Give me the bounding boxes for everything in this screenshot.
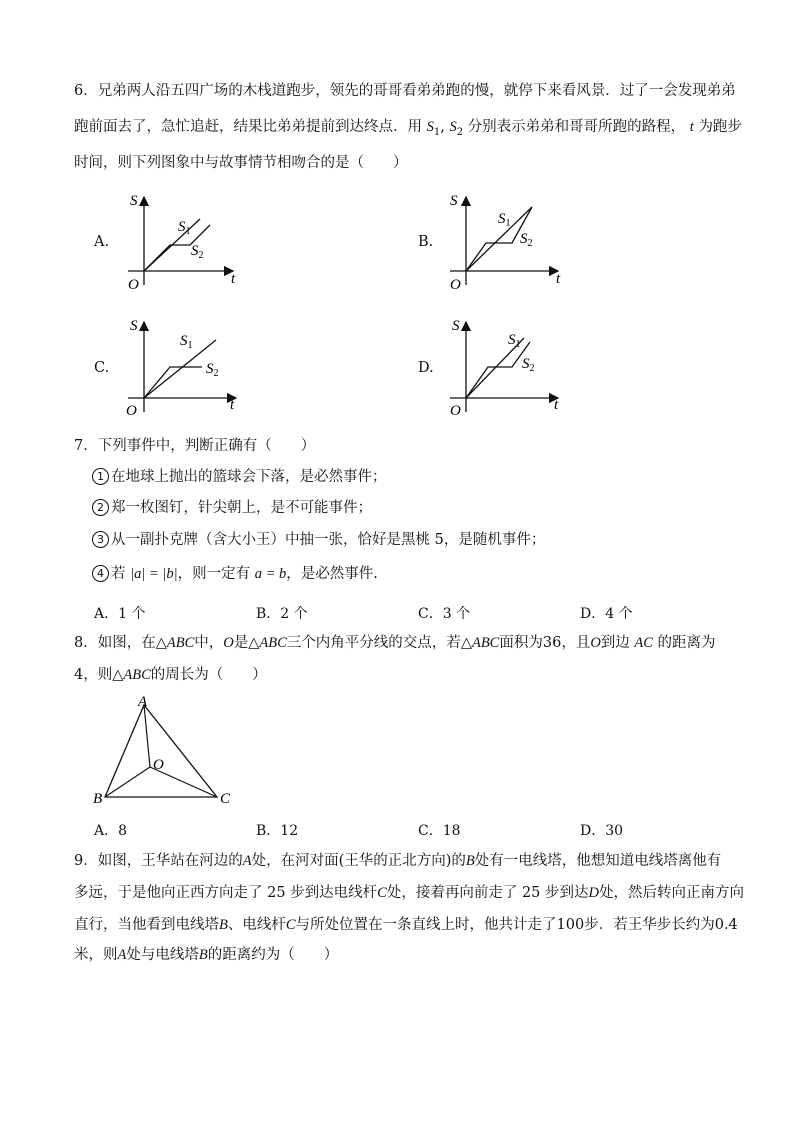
s1-label: $S_1$ — [180, 333, 193, 351]
triangle-abc — [105, 705, 217, 797]
q8-choice-c[interactable]: C．18 — [418, 823, 461, 839]
q6-option-d[interactable]: D. — [418, 360, 434, 376]
vertex-b-label: B — [93, 791, 103, 807]
q6-graph-d — [440, 312, 575, 422]
q7-choice-d[interactable]: D．4 个 — [580, 606, 633, 622]
axis-y-label: S — [130, 193, 138, 209]
origin-label: O — [450, 403, 461, 419]
q8-line-1: 8．如图，在△ABC中，O是△ABC三个内角平分线的交点，若△ABC面积为36，且O到边 AC 的距离为 — [74, 635, 716, 651]
axis-y-label: S — [130, 318, 138, 334]
bisector-a — [144, 705, 150, 767]
q9-line-4: 米，则A处与电线塔B的距离约为（ ） — [74, 947, 339, 963]
q9-line-2: 多远，于是他向正西方向走了 25 步到达电线杆C处，接着再向前走了 25 步到达D处，然后转向正南方向 — [74, 885, 744, 901]
axis-x-label: t — [231, 271, 236, 287]
q8-line-2: 4，则△ABC的周长为（ ） — [74, 667, 267, 683]
s2-line — [466, 342, 530, 398]
s2-label: $S_2$ — [522, 356, 535, 374]
axis-y-label: S — [452, 318, 460, 334]
point-o-label: O — [153, 757, 164, 773]
axis-x-label: t — [556, 271, 561, 287]
s2-line — [144, 225, 210, 271]
origin-label: O — [126, 403, 137, 419]
q7-stem: 7．下列事件中，判断正确有（ ） — [74, 438, 316, 454]
q9-line-3: 直行，当他看到电线塔B、电线杆C与所处位置在一条直线上时，他共计走了100步．若王华步长约为0.4 — [74, 917, 738, 933]
q9-line-1: 9．如图，王华站在河边的A处，在河对面(王华的正北方向)的B处有一电线塔，他想知道电线塔离他有 — [74, 853, 722, 869]
q6-line-3: 时间，则下列图象中与故事情节相吻合的是（ ） — [74, 155, 408, 171]
q7-choice-a[interactable]: A．1 个 — [94, 606, 146, 622]
origin-label: O — [450, 277, 461, 293]
q6-graph-b — [440, 185, 575, 295]
s1-label: $S_1$ — [508, 332, 521, 350]
q8-choice-b[interactable]: B．12 — [256, 823, 299, 839]
q6-line-1: 6．兄弟两人沿五四广场的木栈道跑步，领先的哥哥看弟弟跑的慢，就停下来看风景．过了一会发现弟弟 — [74, 83, 736, 99]
q8-choice-a[interactable]: A．8 — [94, 823, 128, 839]
q6-graph-c — [118, 312, 253, 422]
axis-y-label: S — [450, 193, 458, 209]
q8-triangle-figure — [88, 693, 248, 813]
origin-label: O — [128, 277, 139, 293]
q6-option-c[interactable]: C. — [94, 360, 110, 376]
s1-label: $S_1$ — [498, 211, 511, 229]
s2-label: $S_2$ — [520, 231, 533, 249]
s2-label: $S_2$ — [191, 243, 204, 261]
q7-item-1: 1 在地球上抛出的篮球会下落，是必然事件； — [92, 468, 387, 486]
s2-label: $S_2$ — [206, 361, 219, 379]
q7-choice-b[interactable]: B．2 个 — [256, 606, 308, 622]
q7-item-2: 2 郑一枚图钉，针尖朝上，是不可能事件； — [92, 499, 372, 517]
s2-line — [144, 367, 202, 398]
axis-x-label: t — [554, 397, 559, 413]
vertex-c-label: C — [220, 791, 231, 807]
s1-label: $S_1$ — [178, 219, 191, 237]
q7-choice-c[interactable]: C．3 个 — [418, 606, 471, 622]
q7-item-3: 3 从一副扑克牌（含大小王）中抽一张，恰好是黑桃 5，是随机事件； — [92, 531, 545, 549]
q6-graph-a — [118, 185, 253, 295]
axis-x-label: t — [230, 397, 235, 413]
q7-item-4: 4 若 |a| = |b|，则一定有 a = b，是必然事件. — [92, 565, 378, 583]
q6-option-b[interactable]: B. — [418, 234, 434, 250]
q6-line-2: 跑前面去了，急忙追赶，结果比弟弟提前到达终点．用 $S_1$, $S_2$ 分别表示弟弟和哥哥所跑的路程， t 为跑步 — [74, 119, 742, 138]
q6-option-a[interactable]: A. — [94, 234, 110, 250]
q8-choice-d[interactable]: D．30 — [580, 823, 624, 839]
vertex-a-label: A — [138, 694, 148, 710]
